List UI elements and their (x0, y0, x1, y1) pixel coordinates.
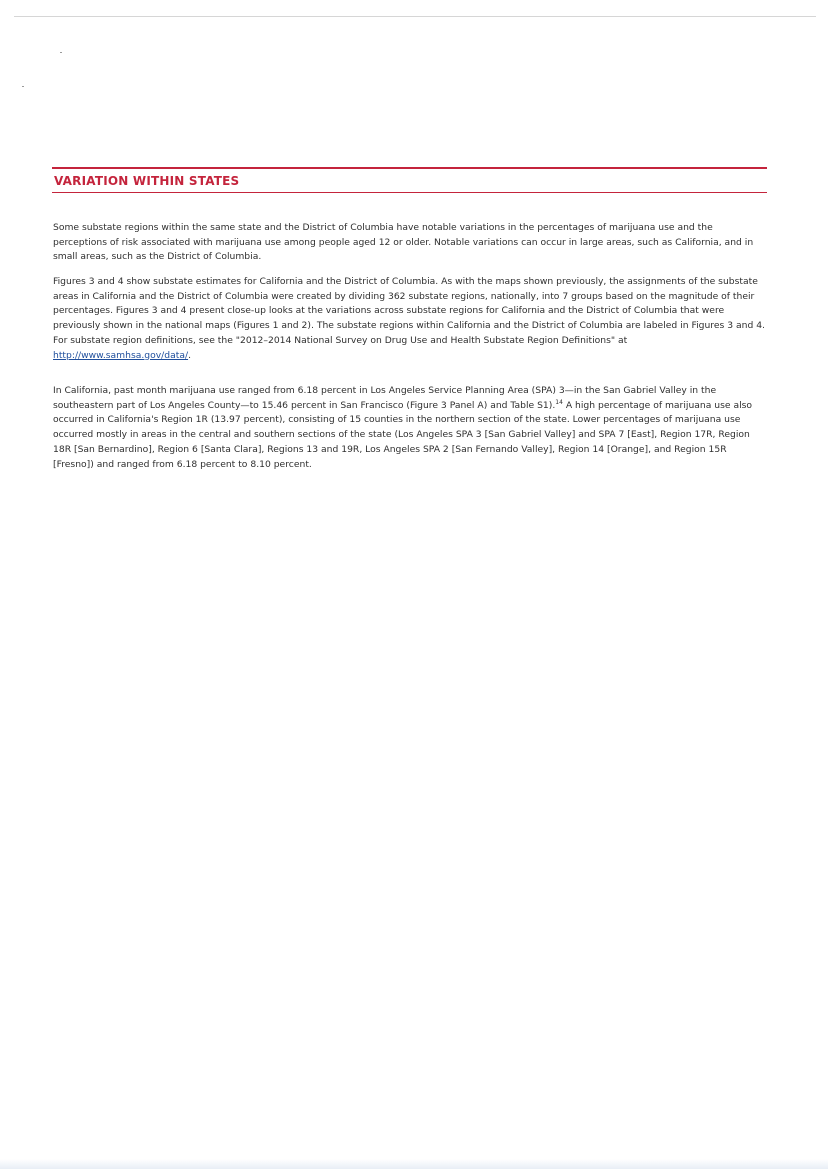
scan-edge-line (14, 16, 816, 17)
section-header (52, 167, 767, 193)
paragraph-california (53, 384, 765, 472)
scan-bottom-band (0, 1159, 828, 1169)
paragraph-figures (53, 275, 765, 363)
paragraph-figures-text: Figures 3 and 4 show substate estimates for California and the District of Columbia. As with the maps shown previously, the assignments of the substate areas in California and the District of Columbia were created by dividing 362 substate regions, nationally, into 7 groups based on the magnitude of their percentages. Figures 3 and 4 present close-up looks at the variations across substate regions for California and the District of Columbia that were previously shown in the national maps (Figures 1 and 2). The substate regions within California and the District of Columbia are labeled in Figures 3 and 4. For substate region definitions, see the "2012–2014 National Survey on Drug Use and Health Substate Region Definitions" at (53, 276, 765, 346)
scan-speck (60, 52, 62, 53)
paragraph-california-part2: A high percentage of marijuana use also occurred in California's Region 1R (13.97 percent), consisting of 15 counties in the northern section of the state. Lower percentages of marijuana use occurred mostly in areas in the central and southern sections of the state (Los Angeles SPA 3 [San Gabriel Valley] and SPA 7 [East], Region 17R, Region 18R [San Bernardino], Region 6 [Santa Clara], Regions 13 and 19R, Los Angeles SPA 2 [San Fernando Valley], Region 14 [Orange], and Region 15R [Fresno]) and ranged from 6.18 percent to 8.10 percent. (53, 399, 753, 470)
paragraph-california-part1: In California, past month marijuana use ranged from 6.18 percent in Los Angeles Service Planning Area (SPA) 3—in the San Gabriel Valley in the southeastern part of Los Angeles County—to 15.46 percent in San Francisco (Figure 3 Panel A) and Table S1). (53, 385, 717, 411)
samhsa-data-link[interactable]: http://www.samhsa.gov/data/ (53, 349, 189, 361)
section-title: VARIATION WITHIN STATES (54, 174, 240, 188)
paragraph-figures-end: . (188, 349, 191, 361)
footnote-marker: 14 (555, 398, 563, 406)
paragraph-intro: Some substate regions within the same state and the District of Columbia have notable variations in the percentages of marijuana use and the perceptions of risk associated with marijuana use among people aged 12 or older. Notable variations can occur in large areas, such as California, and in small areas, such as the District of Columbia. (53, 222, 754, 263)
scan-speck (22, 86, 24, 87)
